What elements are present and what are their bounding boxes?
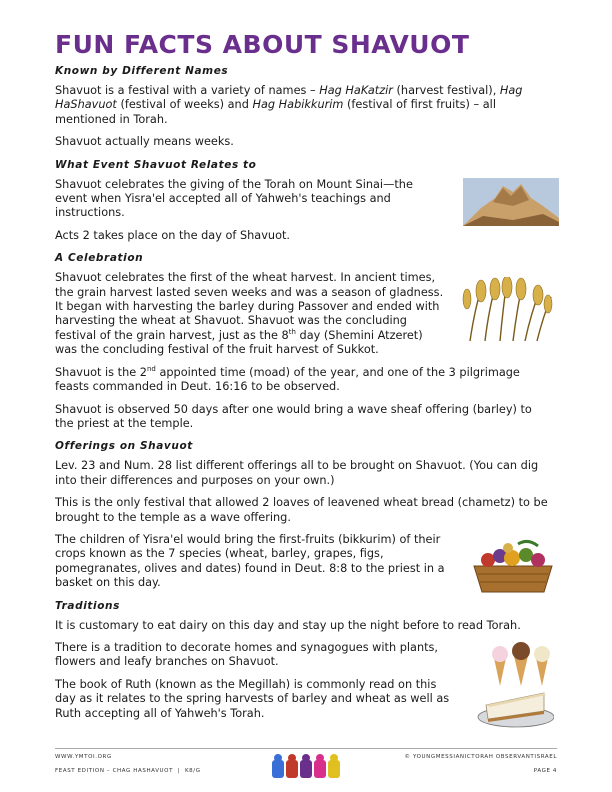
heading-traditions: Traditions — [55, 599, 120, 612]
loaves-paragraph: This is the only festival that allowed 2 loaves of leavened wheat bread (chametz) to be brought to the temple as a wave offering. — [55, 496, 548, 524]
footer-copyright: © YOUNGMESSIANICTORAH OBSERVANTISRAEL — [404, 754, 557, 760]
first-fruits-paragraph: The children of Yisra'el would bring the first-fruits (bikkurim) of their crops known as the 7 species (wheat, barley, grapes, figs, pomegranates, olives and dates) found in Deut. 8:8 to the priest in a basket on this day. — [55, 532, 445, 590]
mount-sinai-icon — [463, 178, 559, 226]
dairy-paragraph: It is customary to eat dairy on this day and stay up the night before to read Torah. — [55, 618, 521, 632]
cheesecake-icon — [474, 681, 554, 729]
page-title: FUN FACTS ABOUT SHAVUOT — [55, 30, 470, 59]
footer-edition: FEAST EDITION – CHAG HASHAVUOT | K8/G — [55, 768, 201, 774]
heading-event: What Event Shavuot Relates to — [55, 158, 257, 171]
footer-divider — [55, 748, 557, 749]
appointed-time-paragraph: Shavuot is the 2nd appointed time (moad) of the year, and one of the 3 pilgrimage feasts commanded in Deut. 16:16 to be observed. — [55, 364, 520, 394]
celebration-paragraph: Shavuot celebrates the first of the wheat harvest. In ancient times, the grain harvest lasted seven weeks and was a season of gladness. It began with harvesting the barley during Passover and ended with harvesting the wheat at Shavuot. Shavuot was the concluding festival of the grain harvest, just as the 8th day (Shemini Atzeret) was the concluding festival of the fruit harvest of Sukkot. — [55, 271, 444, 357]
fruit-basket-icon — [468, 538, 558, 594]
weeks-paragraph: Shavuot actually means weeks. — [55, 135, 234, 149]
acts-paragraph: Acts 2 takes place on the day of Shavuot. — [55, 228, 291, 242]
offerings-paragraph: Lev. 23 and Num. 28 list different offerings all to be brought on Shavuot. (You can dig into their differences and purposes on your own.) — [55, 459, 539, 487]
heading-names: Known by Different Names — [55, 65, 229, 77]
heading-celebration: A Celebration — [55, 252, 144, 265]
page-number: PAGE 4 — [533, 768, 557, 774]
children-logo-icon — [270, 752, 348, 782]
heading-offerings: Offerings on Shavuot — [55, 440, 193, 453]
main-content — [55, 64, 553, 729]
decorate-paragraph: There is a tradition to decorate homes and synagogues with plants, flowers and leafy branches on Shavuot. — [55, 640, 439, 669]
event-paragraph: Shavuot celebrates the giving of the Torah on Mount Sinai—the event when Yisra'el accepted all of Yahweh's teachings and instructions. — [55, 177, 413, 220]
wheat-icon — [455, 277, 555, 343]
names-paragraph: Shavuot is a festival with a variety of names – Hag HaKatzir (harvest festival), Hag HaShavuot (festival of weeks) and Hag Habikkurim (festival of first fruits) – all mentioned in Torah. — [55, 84, 523, 126]
ruth-paragraph: The book of Ruth (known as the Megillah) is commonly read on this day as it relates to the spring harvests of barley and wheat as well as Ruth accepting all of Yahweh's Torah. — [55, 677, 450, 720]
fifty-days-paragraph: Shavuot is observed 50 days after one would bring a wave sheaf offering (barley) to the priest at the temple. — [55, 402, 532, 430]
footer-url[interactable]: WWW.YMTOI.ORG — [55, 754, 112, 760]
